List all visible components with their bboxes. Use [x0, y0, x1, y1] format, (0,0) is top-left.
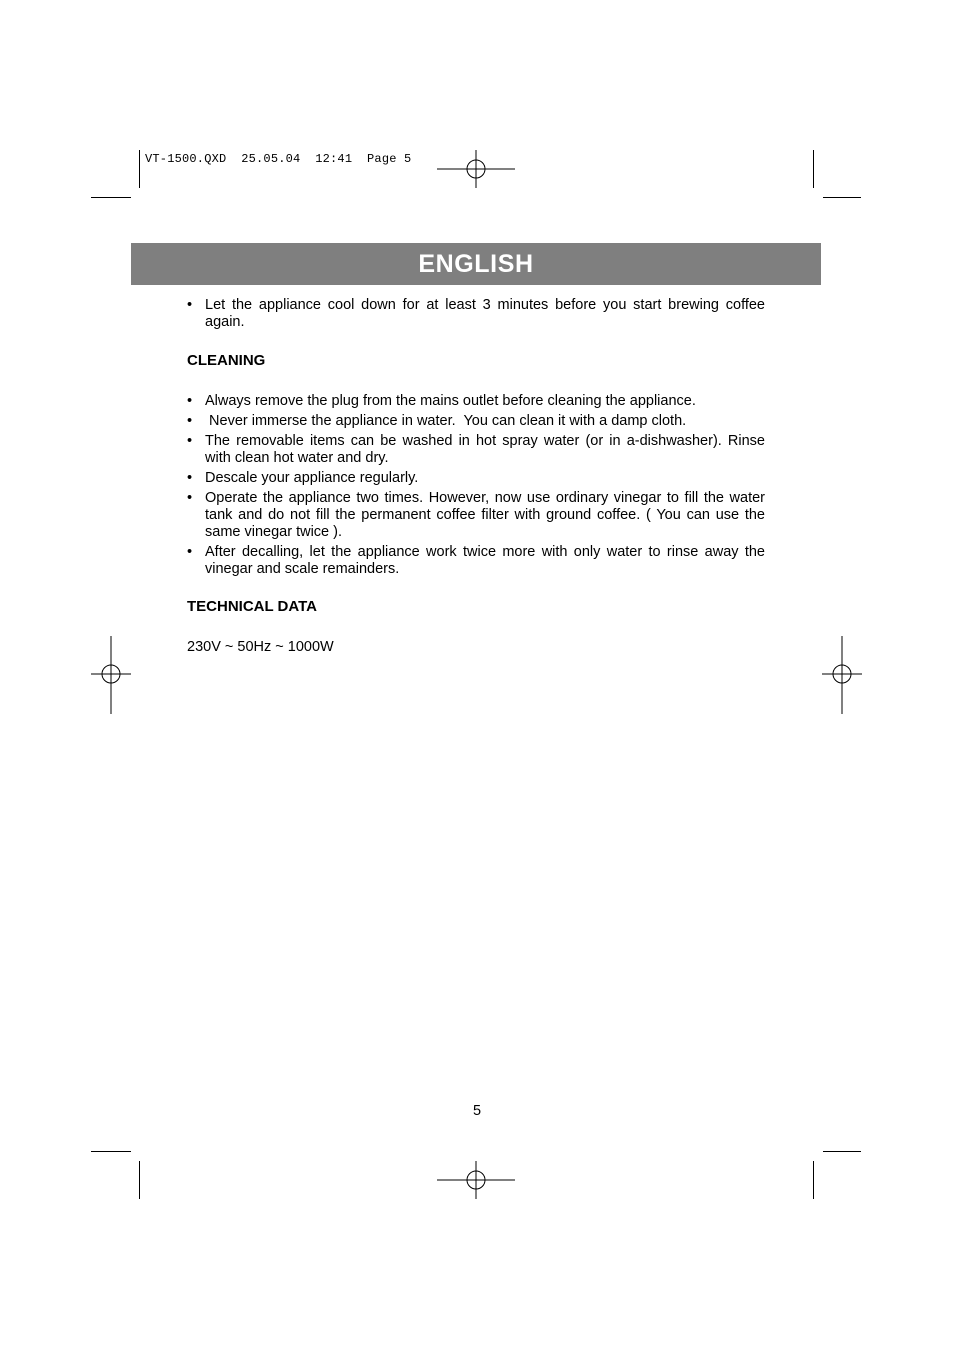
list-item: • Let the appliance cool down for at least 3 minutes before you start brewing coffee again. — [187, 297, 765, 331]
cleaning-list — [187, 393, 765, 578]
registration-mark-icon — [437, 1161, 515, 1199]
list-item: • After decalling, let the appliance work twice more with only water to rinse away the vinegar and scale remainders. — [187, 544, 765, 578]
language-title: ENGLISH — [418, 249, 534, 278]
crop-mark-icon — [139, 1161, 140, 1199]
list-item: • The removable items can be washed in hot spray water (or in a-dishwasher). Rinse with clean hot water and dry. — [187, 433, 765, 467]
crop-mark-icon — [823, 1151, 861, 1152]
crop-mark-icon — [139, 150, 140, 188]
list-item: • Descale your appliance regularly. — [187, 470, 765, 487]
registration-mark-icon — [91, 636, 131, 714]
crop-mark-icon — [91, 197, 131, 198]
list-item: • Never immerse the appliance in water. You can clean it with a damp cloth. — [187, 413, 765, 430]
registration-mark-icon — [822, 636, 862, 714]
page-number: 5 — [472, 1103, 482, 1119]
manual-content — [187, 297, 765, 656]
crop-mark-icon — [91, 1151, 131, 1152]
section-heading-cleaning: CLEANING — [187, 352, 266, 369]
section-heading-technical-data: TECHNICAL DATA — [187, 598, 317, 615]
crop-mark-icon — [813, 1161, 814, 1199]
language-banner — [131, 243, 821, 285]
intro-list — [187, 297, 765, 331]
registration-mark-icon — [437, 150, 515, 188]
list-item: • Operate the appliance two times. However, now use ordinary vinegar to fill the water tank and do not fill the permanent coffee filter with ground coffee. ( You can use the same vinegar twice ). — [187, 490, 765, 541]
crop-mark-icon — [813, 150, 814, 188]
technical-spec: 230V ~ 50Hz ~ 1000W — [187, 639, 334, 655]
list-item: • Always remove the plug from the mains outlet before cleaning the appliance. — [187, 393, 765, 410]
crop-mark-icon — [823, 197, 861, 198]
printer-slug: VT-1500.QXD 25.05.04 12:41 Page 5 — [145, 152, 412, 166]
